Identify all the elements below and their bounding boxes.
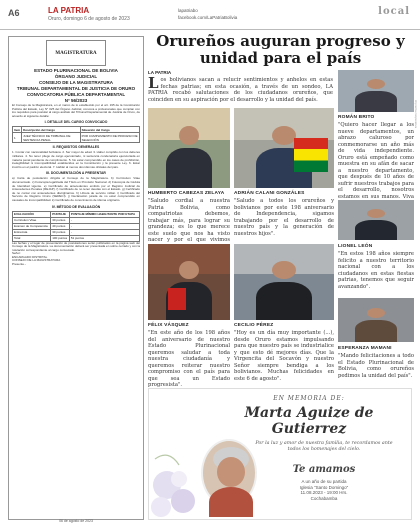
memorial-name: Marta Aguize de Gutierrez — [244, 405, 374, 437]
memorial-love-message: Te amamos — [292, 464, 356, 475]
notice-number: N° 56/2023 — [64, 98, 88, 103]
photo-adrian-calani — [234, 108, 334, 188]
table-cell: 1 — [13, 133, 22, 143]
memorial-text: Por la luz y amor de nuestra familia, te recordamos ante todos los homenajes del cielo. — [255, 441, 393, 452]
quote-humberto-cabezas: "Saludo cordial a nuestra Patria Bolivia, como compatriotas debemos, trabajar más, para lograr su grandeza; es lo que merece este suelo que nos ha visto nacer y por el que vivimos — [148, 198, 230, 243]
caption-cecilio-perez: CECILIO PÉREZ — [234, 323, 274, 328]
memorial-details: A un año de su partida Iglesia "Santo Domingo" 11.08.2023 - 19:00 Hrs. Cochabamba — [299, 479, 349, 501]
table-cell: - — [69, 217, 139, 223]
table-cell: Currículum Vitae — [13, 217, 51, 223]
evaluation-table — [12, 211, 140, 242]
person-body — [355, 320, 398, 342]
drop-cap: L — [148, 74, 159, 92]
caption-lionel-leon: LIONEL LEÓN — [338, 244, 373, 249]
bolivian-flag-icon — [294, 138, 328, 172]
issue-date: Oruro, domingo 6 de agosto de 2023 — [48, 16, 130, 22]
notice-section-2: II. REQUISITOS GENERALES — [52, 145, 100, 150]
quote-lionel-leon: "En estos 198 años siempre felicito a nuestro territorio nacional con a los ciudadanos en estas fiestas patrias, tenemos que seguir avanzando". — [338, 251, 414, 290]
table-cell: Total — [13, 235, 51, 241]
quote-adrian-calani: "Saludo a todos los orureños y bolivianos por este 198 aniversario de Independencia, sigamos trabajando por el desarrollo de nuestro país y la generación de nuestros hijos". — [234, 198, 334, 237]
table-row — [13, 133, 140, 143]
table-header: EVALUACIÓN — [13, 211, 51, 217]
public-notice — [8, 36, 144, 520]
red-folder-icon — [168, 288, 186, 310]
notice-org-3: CONSEJO DE LA MAGISTRATURA — [38, 80, 113, 85]
table-cell: 30 puntos — [51, 217, 70, 223]
person-face — [272, 261, 296, 279]
article-lead — [148, 74, 333, 103]
caption-roman-brito: ROMÁN BRITO — [338, 115, 375, 120]
table-cell: 40 puntos — [51, 223, 70, 229]
person-face — [367, 209, 385, 219]
table-header: Descripción del Cargo — [22, 127, 80, 133]
section-label: local — [378, 6, 410, 17]
photo-felix-vasquez — [148, 244, 230, 320]
caption-humberto-cabezas: HUMBERTO CABEZAS ZELAYA — [148, 191, 225, 196]
caption-esperanza-mamani: ESPERANZA MAMANI — [338, 346, 392, 351]
table-cell: JUEZ TÉCNICO DE TRIBUNAL DE SENTENCIA PENAL — [22, 133, 80, 143]
person-body — [256, 282, 312, 320]
person-body — [166, 148, 212, 188]
notice-signature-4: Presente.- — [12, 262, 26, 267]
notice-intro: El Consejo de la Magistratura, en el marco de lo establecido por el art. 195 de la Constitución Política del Estado, Ley N° 025 del Órgano Judicial, convoca a profesionales que cumplan con los requisitos para postular al cargo acéfalo del Tribunal Departamental de Justicia de Oruro, de acuerdo al siguiente detalle: — [12, 103, 140, 118]
caption-felix-vasquez: FÉLIX VÁSQUEZ — [148, 323, 189, 328]
position-table — [12, 126, 140, 143]
memorial-title-small: EN MEMORIA DE: — [273, 395, 345, 402]
notice-body-3: Las fechas y el lugar de presentación de postulaciones serán publicados en la página web del Consejo de la Magistratura. La documentación deberá ser presentada en sobre cerrado y con la rotulación correspondiente al cargo convocado. — [12, 240, 140, 252]
table-cell: 51 puntos — [69, 235, 139, 241]
person-body — [355, 91, 398, 112]
photo-esperanza-mamani — [338, 298, 414, 342]
portrait-face — [217, 457, 245, 487]
photo-humberto-cabezas — [148, 108, 230, 188]
magistratura-emblem: MAGISTRATURA — [46, 40, 106, 66]
table-cell: 100 puntos — [51, 235, 70, 241]
notice-body-1: 1. Contar con nacionalidad boliviana. 2. Ser mayor de edad. 3. Haber cumplido con los deberes militares. 4. No tener pliego de cargo ejecutoriado, ni sentencia condenatoria ejecutoriada en materia penal pendiente de cumplimiento. 5. No estar comprendido en los casos de prohibición, inelegibilidad ni incompatibilidad establecidos en la Constitución y la presente Ley. 6. Estar inscrito en el padrón electoral. 7. Hablar al menos dos idiomas oficiales del país. — [12, 150, 140, 169]
photo-roman-brito — [338, 70, 414, 112]
notice-org-2: ÓRGANO JUDICIAL — [54, 74, 98, 79]
notice-org-5: CONVOCATORIA PÚBLICA DEPARTAMENTAL — [26, 92, 126, 97]
table-header: Situación del Cargo — [80, 127, 139, 133]
article-headline: Orureños auguran progreso y unidad para el país — [156, 32, 405, 67]
notice-body-2: a) Carta de postulación dirigida al Consejo de la Magistratura. b) Currículum Vitae documentado. c) Fotocopia legalizada del Título en Provisión Nacional. d) Fotocopia de Cédula de Identidad vigente. e) Certificado de antecedentes emitido por el Registro Judicial de Antecedentes Penales (REJAP). f) Certificado de no tener deudas con el Estado. g) Certificado de no contar con antecedentes disciplinarios. h) Libreta de servicio militar. i) Certificado del Servicio de Registro Cívico (SERECÍ). j) Declaración jurada de no estar comprendido en causales de incompatibilidad. k) Certificado de conocimiento de idioma originario. — [12, 176, 140, 202]
article-kicker: LA PATRIA — [148, 70, 172, 75]
table-header: PUNTAJE — [51, 211, 70, 217]
table-cell: Examen de Competencia — [13, 223, 51, 229]
notice-signature-1: Señor: — [12, 251, 21, 256]
table-cell: - — [69, 223, 139, 229]
table-cell: POR CUMPLIMIENTO DE PROCESO DE SELECCIÓN — [81, 133, 138, 142]
person-face — [272, 126, 296, 145]
page-number: A6 — [8, 8, 20, 18]
lead-text: os bolivianos sacan a relucir sentimientos y anhelos en estas fechas patrias; en esta ocasión, a través de un sondeo, LA PATRIA recabó salutaciones de los ciudadanos orureños, que coinciden en su aspiración por el desarrollo y la unidad del país. — [148, 77, 333, 103]
notice-signature-2: ENCARGADO DISTRITAL — [12, 254, 48, 259]
person-face — [367, 308, 385, 319]
table-cell: Entrevista — [13, 229, 51, 235]
social-facebook: facebook.com/LaPatriaBolivia — [178, 15, 238, 20]
person-face — [179, 126, 199, 145]
quote-roman-brito: "Quiero hacer llegar a los nueve departamentos, un abrazo caluroso por conmemorarse un año más de vida independiente. Oruro está empeñado como muestra en su afán de sacar a nuestro departamento, que después de 10 años de sufrir nuestros trabajos para el desarrollo, nosotros estamos en sus manos. Viva — [338, 122, 414, 200]
photo-cecilio-perez — [234, 244, 334, 320]
notice-section-4: IV. MÉTODO DE EVALUACIÓN — [51, 204, 101, 209]
flower-decoration-icon — [149, 389, 209, 521]
table-header: PUNTAJE MÍNIMO HABILITANTE POR ETAPA — [69, 211, 139, 217]
person-body — [355, 220, 398, 240]
table-cell: - — [69, 229, 139, 235]
caption-adrian-calani: ADRIÁN CALANI GONZÁLES — [234, 191, 305, 196]
side-credit: imprenta cooperativa — [414, 100, 418, 129]
notice-section-3: III. DOCUMENTACIÓN A PRESENTAR — [46, 171, 106, 176]
newspaper-logo: LA PATRIA — [48, 6, 90, 15]
table-header: Item — [14, 127, 21, 132]
notice-section-1: I. DETALLE DEL CARGO CONVOCADO — [44, 120, 108, 125]
notice-org-1: ESTADO PLURINACIONAL DE BOLIVIA — [34, 68, 118, 73]
quote-cecilio-perez: "Hoy es un día muy importante (...), desde Oruro estamos impulsando para que nuestro país se industrialice y que esto dé mejores días. Que la Virgencita del Socavón y nuestro Señor siempre bendiga a los bolivianos. Muchas felicidades en este 6 de agosto". — [234, 330, 334, 382]
portrait-body — [209, 487, 253, 517]
table-cell: 30 puntos — [51, 229, 70, 235]
social-handle: lapatriabo — [178, 8, 198, 13]
memorial-ad — [148, 388, 412, 520]
notice-footer-date: 06 de agosto de 2023 — [59, 519, 93, 523]
person-face — [367, 79, 385, 89]
quote-felix-vasquez: "En este año de los 198 años del aniversario de nuestro Estado Plurinacional queremos saludar a toda nuestra ciudadanía y queremos reiterar nuestro compromiso con el país para que sea un Estado progresista". — [148, 330, 230, 388]
notice-signature-3: CONSEJO DE LA MAGISTRATURA — [12, 258, 61, 263]
photo-lionel-leon — [338, 200, 414, 240]
person-face — [179, 261, 199, 279]
quote-esperanza-mamani: "Mando felicitaciones a todo el Estado Plurinacional de Bolivia, como orureños pedimos la unidad del país". — [338, 353, 414, 379]
notice-org-4: TRIBUNAL DEPARTAMENTAL DE JUSTICIA DE ORURO — [16, 86, 136, 91]
page-header — [0, 0, 420, 30]
